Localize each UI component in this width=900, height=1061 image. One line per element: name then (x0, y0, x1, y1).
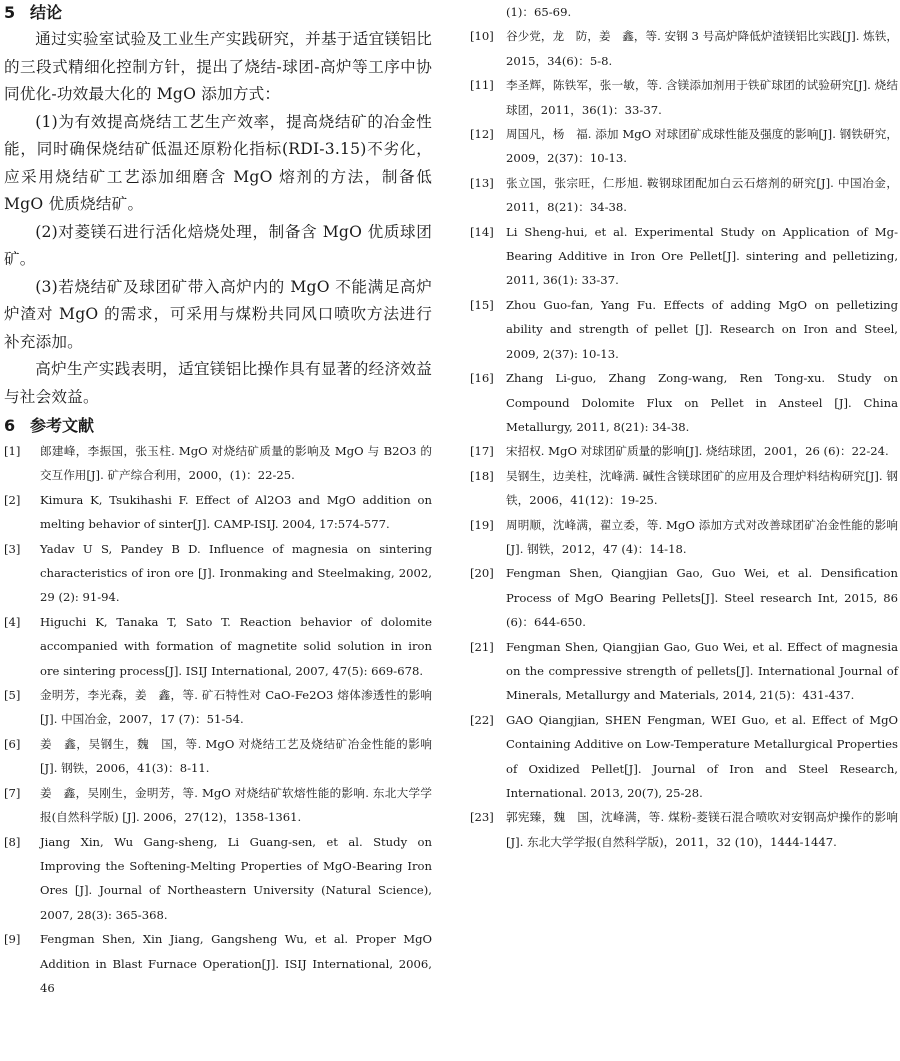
reference-index: [22] (470, 712, 494, 727)
reference-text: 金明芳，李光森，姜 鑫，等. 矿石特性对 CaO-Fe2O3 熔体渗透性的影响[J]. 中国冶金，2007，17 (7)：51-54. (40, 688, 432, 727)
reference-index: [11] (470, 78, 494, 93)
reference-list-left (4, 439, 432, 1000)
reference-item-6 (4, 732, 432, 781)
conclusion-paragraph-3: (3)若烧结矿及球团矿带入高炉内的 MgO 不能满足高炉炉渣对 MgO 的需求，可采用与煤粉共同风口喷吹方法进行补充添加。 (4, 277, 432, 351)
reference-index: [8] (4, 834, 21, 849)
reference-item-23 (470, 805, 898, 854)
reference-text: Li Sheng-hui, et al. Experimental Study on Application of Mg-Bearing Additive in Iron Ore Pellet[J]. sintering and pelletizing, 2011, 36(1): 33-37. (506, 224, 898, 288)
reference-index: [14] (470, 224, 494, 239)
reference-text: 郎建峰，李振国，张玉柱. MgO 对烧结矿质量的影响及 MgO 与 B2O3 的交互作用[J]. 矿产综合利用，2000，(1)：22-25. (40, 444, 432, 483)
reference-index: [5] (4, 688, 21, 703)
reference-index: [15] (470, 297, 494, 312)
reference-index: [17] (470, 444, 494, 459)
reference-text: 吴钢生，边美柱，沈峰满. 碱性含镁球团矿的应用及合理炉料结构研究[J]. 钢铁，2006，41(12)：19-25. (506, 468, 898, 508)
reference-item-10 (470, 24, 898, 73)
reference-item-3 (4, 537, 432, 610)
reference-index: [20] (470, 566, 494, 581)
reference-text: Fengman Shen, Qiangjian Gao, Guo Wei, et al. Effect of magnesia on the compressive strength of pellets[J]. International Journal of Minerals, Metallurgy and Materials, 2014, 21(5)：431-437. (506, 639, 898, 703)
reference-text: Kimura K, Tsukihashi F. Effect of Al2O3 and MgO addition on melting behavior of sinter[J]. CAMP-ISIJ. 2004, 17:574-577. (40, 492, 432, 532)
reference-item-12 (470, 122, 898, 171)
reference-item-4 (4, 610, 432, 683)
reference-item-2 (4, 488, 432, 537)
reference-item-1 (4, 439, 432, 488)
reference-item-7 (4, 781, 432, 830)
conclusion-paragraph-1: (1)为有效提高烧结工艺生产效率，提高烧结矿的冶金性能，同时确保烧结矿低温还原粉化指标(RDI-3.15)不劣化，应采用烧结矿工艺添加细磨含 MgO 熔剂的方法，制备低 MgO 优质烧结矿。 (4, 112, 432, 213)
reference-text: 李圣辉，陈铁军，张一敏，等. 含镁添加剂用于铁矿球团的试验研究[J]. 烧结球团，2011，36(1)：33-37. (506, 78, 898, 117)
reference-text: 姜 鑫，吴刚生，金明芳，等. MgO 对烧结矿软熔性能的影响. 东北大学学报(自然科学版) [J]. 2006，27(12)，1358-1361. (40, 785, 432, 825)
reference-text: 谷少党，龙 防，姜 鑫，等. 安钢 3 号高炉降低炉渣镁铝比实践[J]. 炼铁，2015，34(6)：5-8. (506, 29, 898, 68)
reference-index: [4] (4, 614, 21, 629)
reference-item-18 (470, 464, 898, 513)
reference-text: 郭宪臻，魏 国，沈峰满，等. 煤粉-菱镁石混合喷吹对安钢高炉操作的影响[J]. 东北大学学报(自然科学版)，2011，32 (10)，1444-1447. (506, 810, 898, 849)
conclusion-paragraph-2: (2)对菱镁石进行活化焙烧处理，制备含 MgO 优质球团矿。 (4, 222, 432, 268)
reference-index: [2] (4, 492, 21, 507)
reference-index: [1] (4, 444, 21, 458)
section-number: 5 (4, 3, 16, 22)
left-column (4, 0, 432, 1000)
reference-text: 姜 鑫，吴钢生，魏 国，等. MgO 对烧结工艺及烧结矿冶金性能的影响[J]. 钢铁，2006，41(3)：8-11. (40, 736, 432, 776)
reference-item-19 (470, 513, 898, 562)
reference-text: 周国凡，杨 福. 添加 MgO 对球团矿成球性能及强度的影响[J]. 钢铁研究，2009，2(37)：10-13. (506, 127, 898, 166)
section-number: 6 (4, 416, 16, 435)
reference-item-17 (470, 439, 898, 463)
reference-item-15 (470, 293, 898, 366)
reference-index: [6] (4, 736, 21, 751)
reference-index: [3] (4, 541, 21, 556)
reference-item-22 (470, 708, 898, 806)
section-title: 结论 (30, 3, 63, 22)
reference-index: [19] (470, 517, 494, 532)
conclusion-paragraph-intro: 通过实验室试验及工业生产实践研究，并基于适宜镁铝比的三段式精细化控制方针，提出了烧结-球团-高炉等工序中协同优化-功效最大化的 MgO 添加方式： (4, 30, 432, 103)
reference-9-continuation: (1)：65-69. (506, 5, 572, 19)
reference-text: Yadav U S, Pandey B D. Influence of magnesia on sintering characteristics of iron ore [J]. Ironmaking and Steelmaking, 2002, 29 (2): 91-94. (40, 541, 432, 605)
reference-text: Higuchi K, Tanaka T, Sato T. Reaction behavior of dolomite accompanied with formation of magnetite solid solution in iron ore sintering process[J]. ISIJ International, 2007, 47(5): 669-678. (40, 614, 432, 678)
reference-index: [13] (470, 175, 494, 190)
reference-index: [16] (470, 371, 494, 386)
reference-index: [23] (470, 810, 494, 825)
reference-text: GAO Qiangjian, SHEN Fengman, WEI Guo, et al. Effect of MgO Containing Additive on Low-Temperature Metallurgical Properties of Oxidized Pellet[J]. Journal of Iron and Steel Research, International. 2013, 20(7), 25-28. (506, 712, 898, 800)
reference-item-13 (470, 171, 898, 220)
reference-text: Fengman Shen, Xin Jiang, Gangsheng Wu, et al. Proper MgO Addition in Blast Furnace Operation[J]. ISIJ International, 2006, 46 (40, 932, 432, 995)
reference-text: 张立国，张宗旺，仁彤旭. 鞍钢球团配加白云石熔剂的研究[J]. 中国冶金，2011，8(21)：34-38. (506, 175, 898, 215)
reference-text: 宋招权. MgO 对球团矿质量的影响[J]. 烧结球团，2001，26 (6)：22-24. (506, 444, 889, 459)
reference-item-14 (470, 220, 898, 293)
reference-index: [7] (4, 785, 21, 800)
right-column (470, 0, 898, 854)
reference-list-right (470, 24, 898, 854)
reference-item-5 (4, 683, 432, 732)
reference-item-11 (470, 73, 898, 122)
reference-item-8 (4, 830, 432, 928)
reference-text: Jiang Xin, Wu Gang-sheng, Li Guang-sen, et al. Study on Improving the Softening-Melting Properties of MgO-Bearing Iron Ores [J]. Journal of Northeastern University (Natural Science), 2007, 28(3): 365-368. (40, 834, 432, 922)
reference-index: [9] (4, 932, 21, 947)
references-heading (4, 413, 432, 439)
reference-item-20 (470, 561, 898, 634)
reference-item-16 (470, 366, 898, 439)
conclusion-heading (4, 0, 432, 26)
reference-index: [12] (470, 127, 494, 142)
conclusion-paragraph-summary: 高炉生产实践表明，适宜镁铝比操作具有显著的经济效益与社会效益。 (4, 360, 432, 406)
reference-text: Zhou Guo-fan, Yang Fu. Effects of adding MgO on pelletizing ability and strength of pellet [J]. Research on Iron and Steel, 2009, 2(37): 10-13. (506, 297, 898, 361)
reference-index: [21] (470, 639, 494, 654)
reference-item-21 (470, 635, 898, 708)
reference-text: Fengman Shen, Qiangjian Gao, Guo Wei, et al. Densification Process of MgO Bearing Pellets[J]. Steel research Int, 2015, 86 (6)：644-650. (506, 566, 898, 630)
reference-text: 周明顺，沈峰满，翟立委，等. MgO 添加方式对改善球团矿冶金性能的影响[J]. 钢铁，2012，47 (4)：14-18. (506, 517, 898, 556)
reference-text: Zhang Li-guo, Zhang Zong-wang, Ren Tong-xu. Study on Compound Dolomite Flux on Pellet in Ansteel [J]. China Metallurgy, 2011, 8(21): 34-38. (506, 371, 898, 434)
reference-item-9 (4, 927, 432, 1000)
reference-index: [10] (470, 29, 494, 44)
reference-index: [18] (470, 468, 494, 483)
section-title: 参考文献 (30, 416, 95, 435)
